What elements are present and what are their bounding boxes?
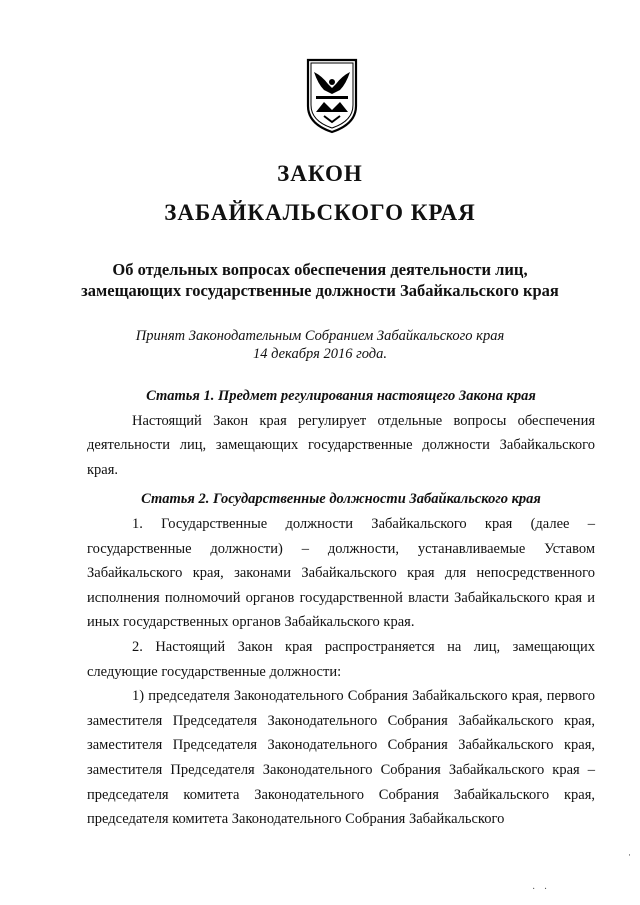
law-body — [87, 384, 595, 832]
article-2-paragraph-2: 2. Настоящий Закон края распространяется на лиц, замещающих следующие государственные должности: — [87, 638, 595, 680]
law-title: ЗАКОН — [277, 161, 363, 186]
law-subtitle — [0, 259, 640, 301]
subtitle-line-2: замещающих государственные должности Забайкальского края — [81, 281, 559, 300]
scan-noise: · · — [532, 884, 551, 895]
article-2-title: Статья 2. Государственные должности Забайкальского края — [141, 491, 541, 508]
adoption-body: Принят Законодательным Собранием Забайкальского края — [135, 328, 505, 344]
article-1-text: Настоящий Закон края регулирует отдельные вопросы обеспечения деятельности лиц, замещающих государственные должности Забайкальского края. — [87, 412, 595, 478]
adoption-note — [0, 327, 640, 363]
article-1-title: Статья 1. Предмет регулирования настоящего Закона края — [146, 388, 536, 404]
article-2-paragraph-3: 1) председателя Законодательного Собрания Забайкальского края, первого заместителя Председателя Законодательного Собрания Забайкальского края, заместителя Председателя Законодательного Собрания Забайкальского края, заместителя Председателя Законодательного Собрания Забайкальского края – председателя комитета Законодательного Собрания Забайкальского края, председателя комитета Законодательного Собрания Забайкальского — [87, 688, 595, 828]
scan-mark: · — [628, 850, 631, 860]
article-2-paragraph-1: 1. Государственные должности Забайкальского края (далее – государственные должности) – должности, устанавливаемые Уставом Забайкальского края, законами Забайкальского края для непосредственного исполнения полномочий органов государственной власти Забайкальского края и иных государственных органов Забайкальского края. — [87, 515, 595, 631]
subtitle-line-1: Об отдельных вопросах обеспечения деятельности лиц, — [112, 260, 528, 279]
law-region-title: ЗАБАЙКАЛЬСКОГО КРАЯ — [164, 200, 476, 225]
adoption-date: 14 декабря 2016 года. — [252, 346, 387, 362]
coat-of-arms-icon — [306, 58, 358, 134]
